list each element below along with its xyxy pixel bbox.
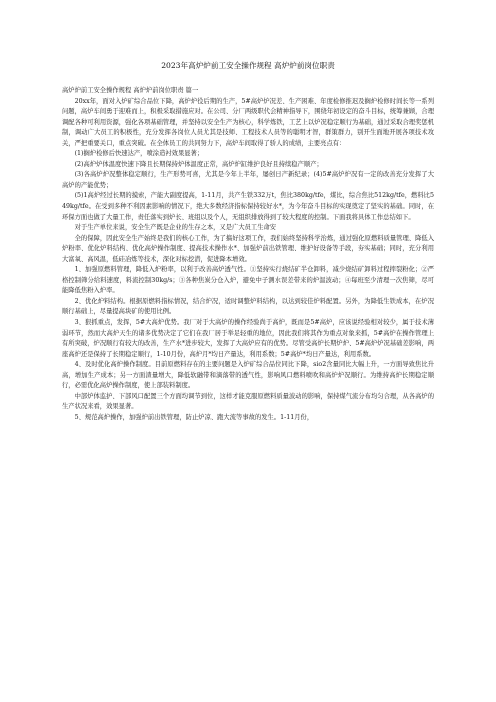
paragraph: (3)各高炉炉况整体稳定顺行，生产形势可喜，尤其是今年上半年，屡创日产新纪录；(4)5#高炉炉况有一定的改善充分发挥了大高炉的产能优势； <box>62 171 434 189</box>
paragraph: 1、加强原燃料管理，降低入炉粉率，以利于改善高炉透气性。①坚持实行烧结矿半仓卸料，减少烧结矿卸料过程摔裂粉化；②严格控制筛分给料速度，料流控制30kg/s；③各种焦炭分仓入炉，避免中子测水误差带来的炉温波动；④每班至少清理一次焦筛，尽可能降低焦粉入炉率。 <box>62 266 434 295</box>
paragraph: 对于生产单位来说，安全生产既是企业的生存之本，又是广大员工生命安 <box>74 224 277 232</box>
paragraph: 20xx年，面对入炉矿综合品位下降，高炉炉役后期的生产，5#高炉炉况差、生产困难、年度检修推迟及搁炉检修时间长等一系列问题，高炉车间勇于迎难而上，积极采取措施应对。在公司、分厂两级职代会精神指导下，围绕年初设定的奋斗目标，统筹兼顾，合理调配各种可利用资源，强化各项基础管理，并坚持以安全生产为核心，科学炼铁，工艺上以炉况稳定顺行为基础，通过采取合理奖惩机制，调动广大员工的积极性，充分发挥各岗位人员尤其是技师、工程技术人员等的聪明才智，群策群力，别开生面地开展各项技术攻关，严把重要关口，重点突破。在全体员工的共同努力下，高炉车间取得了骄人的成绩，主要亮点有： <box>62 97 434 147</box>
document-body <box>62 86 434 424</box>
paragraph: 高炉炉前工安全操作规程 高炉炉前岗位职责 篇一 <box>62 87 199 94</box>
paragraph: 中部炉体监护、下部风口配置三个方面均调节到位，这样才能克服原燃料质量波动的影响，保持煤气流分布均匀合理，从各高炉的生产状况来看，效果显著。 <box>62 392 434 411</box>
paragraph: (2)高炉炉体温度快速下降且长期保持炉体温度正常，高炉炉缸维护良好且持续稳产顺产； <box>74 160 323 168</box>
paragraph: (1)搁炉检修后快速达产，喷涂造衬效果显著； <box>74 150 204 158</box>
paragraph: (5)1高炉经过长期的摸索，产能大副度提高，1-11月，共产生铁332万t，焦比380kg/tfe，煤比，综合焦比512kg/tfe，燃料比549kg/tfe。在受到多种不利因素影响的情况下，绝大多数经济指标保持较好水*，为今年奋斗目标的实现奠定了坚实的基础。同时，在环保方面也做了大量工作，责任落实到炉长、班组以及个人，无组织排放得到了较大程度的控制。下面我将具体工作总结如下。 <box>62 192 434 221</box>
paragraph: 2、优化炉料结构。根据原燃料指标情况，结合炉况，适时调整炉料结构，以达到较佳炉料配置。另外，为降低生铁成本，在炉况顺行基础上，尽量提高块矿的使用比例。 <box>62 297 434 316</box>
paragraph: 5、规范高炉操作，加强炉前出铁管理，防止炉凉、跑大流等事故的发生。1-11月份， <box>74 413 314 421</box>
paragraph: 全的保障，因此安全生产始终是我们的核心工作，为了搞好这项工作，我们始终坚持科学治炼，通过强化原燃料质量管理、降低入炉粉率、优化炉料结构、优化高炉操作制度、提高技术操作水*、加强炉前出铁管理、维护好设备等手段，夯实基础；同时，充分利用大富氧、高风温，低硅冶炼等技术，深化对标挖潜，促进降本增效。 <box>62 234 434 263</box>
document-title: 2023年高炉炉前工安全操作规程 高炉炉前岗位职责 <box>161 61 335 70</box>
paragraph: 3、狠抓重点，发挥，5#大高炉优势。我厂对于大高炉的操作经验尚于高炉，既而是5#高炉，应该说经验相对较少，属于技术薄弱环节，然而大高炉天生的诸多优势决定了它们在我厂居于举足轻重的地位，因此我们将其作为重点对象来抓，5#高炉在操作管理上有所突破，炉况顺行有较大的改善，生产水*进步较大，发挥了大高炉应有的优势。尽管受高炉长期炉炉、5#高炉炉况基础差影响，两座高炉还是保持了长期稳定顺行，1-10月份，高炉月*均日产量达，利用系数；5#高炉*均日产量达，利用系数。 <box>62 319 434 358</box>
paragraph: 4、及时优化高炉操作制度。目前原燃料存在的主要问题是入炉矿综合品位同比下降，sio2含量同比大幅上升，一方面导致焦比升高，增加生产成本；另一方面渣量增大，降低软融带和滴落带的透气性，影响风口燃料喷吹和高炉炉况顺行。为维持高炉长期稳定顺行，必需优化高炉操作制度，使上部装料制度。 <box>62 361 434 390</box>
